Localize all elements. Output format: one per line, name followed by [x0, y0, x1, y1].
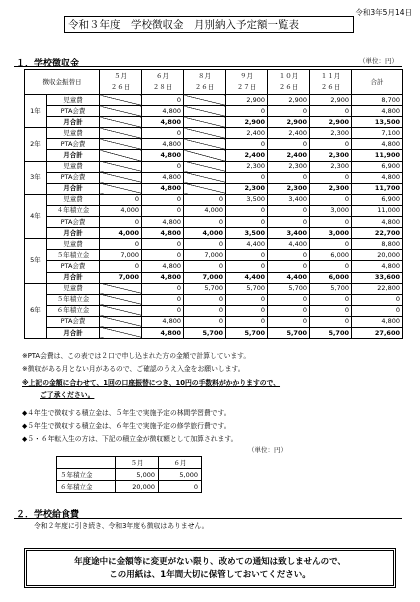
table-row	[25, 272, 403, 283]
amount-cell: 0	[310, 316, 352, 327]
amount-cell	[184, 117, 226, 128]
amount-cell: 0	[142, 128, 184, 139]
amount-cell	[100, 117, 142, 128]
amount-cell	[184, 161, 226, 172]
small-header-blank	[57, 457, 116, 469]
amount-cell	[100, 327, 142, 338]
amount-cell: 0	[268, 205, 310, 216]
amount-cell: 0	[142, 161, 184, 172]
amount-cell: 4,800	[142, 272, 184, 283]
amount-cell: 0	[226, 139, 268, 150]
amount-cell: 0	[310, 294, 352, 305]
amount-cell: 0	[310, 106, 352, 117]
total-cell: 4,800	[352, 316, 403, 327]
amount-cell: 0	[268, 316, 310, 327]
amount-cell: 3,400	[268, 228, 310, 239]
small-cell: 0	[159, 481, 202, 493]
amount-cell: 4,400	[268, 239, 310, 250]
amount-cell: 4,800	[142, 228, 184, 239]
amount-cell: 0	[268, 106, 310, 117]
category-label: PTA会費	[47, 106, 100, 117]
amount-cell: 3,400	[268, 194, 310, 205]
amount-cell: 0	[310, 172, 352, 183]
amount-cell	[184, 172, 226, 183]
category-label: 月合計	[47, 272, 100, 283]
amount-cell: 0	[310, 139, 352, 150]
amount-cell: 4,800	[142, 316, 184, 327]
total-cell: 27,600	[352, 327, 403, 338]
amount-cell: 0	[310, 261, 352, 272]
amount-cell: 2,900	[268, 117, 310, 128]
header-total: 合計	[352, 70, 403, 95]
small-cell: 20,000	[116, 481, 159, 493]
category-label: 月合計	[47, 327, 100, 338]
total-cell: 33,600	[352, 272, 403, 283]
amount-cell: 5,700	[310, 283, 352, 294]
category-label: PTA会費	[47, 172, 100, 183]
header-month: ８月 ２６日	[184, 70, 226, 95]
amount-cell	[100, 283, 142, 294]
transfer-savings-table	[56, 456, 202, 493]
notice-line1: 年度途中に金額等に変更がない限り、改めての通知は致しませんので、	[74, 557, 346, 567]
amount-cell: 0	[100, 261, 142, 272]
total-cell: 13,500	[352, 117, 403, 128]
small-header-june: ６月	[159, 457, 202, 469]
amount-cell: 0	[142, 95, 184, 106]
table-row	[25, 205, 403, 216]
amount-cell: 5,700	[184, 283, 226, 294]
amount-cell: 4,800	[142, 150, 184, 161]
table-row	[25, 172, 403, 183]
table-row	[25, 305, 403, 316]
amount-cell: 5,700	[268, 283, 310, 294]
amount-cell: 4,800	[142, 172, 184, 183]
grade-label: 2年	[25, 128, 47, 161]
amount-cell: 0	[142, 294, 184, 305]
amount-cell: 0	[310, 239, 352, 250]
small-table-unit: （単位：円）	[248, 446, 287, 454]
table-row	[25, 150, 403, 161]
category-label: 児童費	[47, 283, 100, 294]
amount-cell: 0	[268, 172, 310, 183]
amount-cell: 2,400	[226, 128, 268, 139]
amount-cell: 0	[142, 250, 184, 261]
amount-cell: 0	[142, 239, 184, 250]
amount-cell: 0	[100, 217, 142, 228]
amount-cell	[100, 95, 142, 106]
amount-cell: 4,000	[184, 205, 226, 216]
total-cell: 11,900	[352, 150, 403, 161]
amount-cell	[100, 305, 142, 316]
total-cell: 22,800	[352, 283, 403, 294]
unit-label: （単位：円）	[359, 57, 398, 65]
amount-cell: 2,900	[310, 117, 352, 128]
amount-cell: 2,400	[268, 128, 310, 139]
total-cell: 11,000	[352, 205, 403, 216]
total-cell: 4,800	[352, 139, 403, 150]
table-row	[25, 128, 403, 139]
amount-cell: 0	[310, 217, 352, 228]
amount-cell	[184, 95, 226, 106]
grade-label: 5年	[25, 239, 47, 283]
total-cell: 8,800	[352, 239, 403, 250]
amount-cell: 0	[184, 316, 226, 327]
table-row	[25, 228, 403, 239]
amount-cell: 0	[184, 239, 226, 250]
small-row-label: ６年積立金	[57, 481, 116, 493]
notice-box	[24, 548, 396, 588]
amount-cell: 4,800	[142, 327, 184, 338]
total-cell: 0	[352, 294, 403, 305]
amount-cell: 0	[184, 261, 226, 272]
total-cell: 4,800	[352, 261, 403, 272]
section2-rule	[14, 518, 402, 519]
amount-cell: 3,000	[310, 228, 352, 239]
amount-cell: 2,900	[226, 95, 268, 106]
amount-cell: 0	[226, 250, 268, 261]
amount-cell: 4,000	[100, 228, 142, 239]
note-fee: ※上記の金額に合わせて、1回の口座振替につき、10円の手数料がかかりますので、	[22, 379, 281, 387]
amount-cell: 2,400	[226, 150, 268, 161]
note-pta: ※PTA会費は、この表では２口で申し込まれた方の金額で計算しています。	[22, 352, 251, 360]
small-cell: 5,000	[159, 469, 202, 481]
category-label: 児童費	[47, 128, 100, 139]
category-label: ５年積立金	[47, 250, 100, 261]
small-cell: 5,000	[116, 469, 159, 481]
amount-cell: 0	[226, 316, 268, 327]
amount-cell: 0	[226, 305, 268, 316]
small-row-label: ５年積立金	[57, 469, 116, 481]
total-cell: 20,000	[352, 250, 403, 261]
amount-cell	[184, 106, 226, 117]
note-fee-cont: ご了承ください。	[40, 391, 95, 399]
category-label: 月合計	[47, 183, 100, 194]
table-row	[25, 283, 403, 294]
total-cell: 11,700	[352, 183, 403, 194]
category-label: PTA会費	[47, 139, 100, 150]
amount-cell: 2,300	[226, 183, 268, 194]
amount-cell: 3,500	[226, 228, 268, 239]
header-month: １０月 ２６日	[268, 70, 310, 95]
total-cell: 4,800	[352, 217, 403, 228]
table-row	[25, 239, 403, 250]
total-cell: 22,700	[352, 228, 403, 239]
amount-cell: 0	[268, 261, 310, 272]
amount-cell: 2,300	[268, 161, 310, 172]
notice-line2: この用紙は、1年間大切に保管しておいてください。	[109, 570, 311, 580]
amount-cell: 4,400	[226, 239, 268, 250]
amount-cell: 6,000	[310, 250, 352, 261]
table-row	[25, 95, 403, 106]
table-row	[25, 327, 403, 338]
amount-cell: 7,000	[100, 250, 142, 261]
amount-cell: 0	[226, 261, 268, 272]
header-month: １１月 ２６日	[310, 70, 352, 95]
total-cell: 4,800	[352, 172, 403, 183]
amount-cell: 0	[268, 250, 310, 261]
table-row	[25, 261, 403, 272]
amount-cell	[100, 106, 142, 117]
amount-cell: 4,400	[226, 272, 268, 283]
table-row	[25, 106, 403, 117]
category-label: 児童費	[47, 239, 100, 250]
amount-cell: 0	[184, 305, 226, 316]
grade-label: 3年	[25, 161, 47, 194]
total-cell: 4,800	[352, 106, 403, 117]
total-cell: 8,700	[352, 95, 403, 106]
amount-cell: 0	[100, 239, 142, 250]
small-header-may: ５月	[116, 457, 159, 469]
document-title: 令和３年度 学校徴収金 月別納入予定額一覧表	[64, 16, 354, 33]
amount-cell: 5,700	[226, 283, 268, 294]
amount-cell: 4,800	[142, 117, 184, 128]
amount-cell: 0	[226, 106, 268, 117]
amount-cell: 0	[268, 217, 310, 228]
table-row	[25, 161, 403, 172]
table-row	[25, 194, 403, 205]
grade-label: 4年	[25, 194, 47, 238]
amount-cell: 0	[310, 305, 352, 316]
amount-cell: 4,800	[142, 261, 184, 272]
amount-cell: 7,000	[184, 272, 226, 283]
table-row	[25, 316, 403, 327]
amount-cell: 2,300	[310, 183, 352, 194]
amount-cell: 0	[226, 172, 268, 183]
amount-cell: 2,300	[310, 150, 352, 161]
amount-cell: 3,000	[310, 205, 352, 216]
category-label: ６年積立金	[47, 305, 100, 316]
amount-cell: 0	[226, 294, 268, 305]
amount-cell: 4,400	[268, 272, 310, 283]
amount-cell: 0	[184, 217, 226, 228]
amount-cell: 2,300	[268, 183, 310, 194]
section2-text: 令和２年度に引き続き、令和3年度も徴収はありません。	[34, 522, 209, 530]
amount-cell: 5,700	[184, 327, 226, 338]
amount-cell: 7,000	[100, 272, 142, 283]
amount-cell: 4,800	[142, 139, 184, 150]
amount-cell	[184, 139, 226, 150]
amount-cell: 0	[268, 305, 310, 316]
category-label: 児童費	[47, 161, 100, 172]
amount-cell: 2,900	[226, 117, 268, 128]
amount-cell	[184, 150, 226, 161]
amount-cell: 5,700	[268, 327, 310, 338]
amount-cell	[100, 139, 142, 150]
amount-cell: 0	[310, 194, 352, 205]
header-month: ９月 ２７日	[226, 70, 268, 95]
note-grade4: ◆４年生で徴収する積立金は、５年生で実施予定の林間学習費です。	[22, 409, 231, 417]
amount-cell: 0	[142, 194, 184, 205]
amount-cell: 2,300	[310, 161, 352, 172]
amount-cell: 6,000	[310, 272, 352, 283]
amount-cell	[100, 161, 142, 172]
section1-heading: １．学校徴収金	[16, 59, 80, 69]
amount-cell: 0	[142, 205, 184, 216]
total-cell: 0	[352, 305, 403, 316]
note-confirm: ※徴収がある月とない月があるので、ご確認のうえ入金をお願いします。	[22, 365, 245, 373]
total-cell: 6,900	[352, 194, 403, 205]
section2-heading: ２．学校給食費	[16, 510, 80, 520]
amount-cell	[184, 128, 226, 139]
amount-cell: 0	[142, 283, 184, 294]
category-label: ４年積立金	[47, 205, 100, 216]
amount-cell: 5,700	[310, 327, 352, 338]
total-cell: 6,900	[352, 161, 403, 172]
category-label: 児童費	[47, 95, 100, 106]
collection-table	[24, 69, 403, 339]
category-label: PTA会費	[47, 261, 100, 272]
table-row	[25, 139, 403, 150]
amount-cell: 0	[184, 294, 226, 305]
amount-cell: 0	[184, 194, 226, 205]
grade-label: 6年	[25, 283, 47, 338]
note-transfer: ◆５・６年転入生の方は、下記の積立金が徴収額として加算されます。	[22, 435, 238, 443]
amount-cell: 4,800	[142, 183, 184, 194]
category-label: 月合計	[47, 228, 100, 239]
amount-cell	[100, 150, 142, 161]
amount-cell: 0	[226, 217, 268, 228]
amount-cell: 0	[100, 194, 142, 205]
amount-cell: 0	[268, 139, 310, 150]
header-month: ５月 ２６日	[100, 70, 142, 95]
amount-cell: 2,300	[226, 161, 268, 172]
amount-cell: 0	[226, 205, 268, 216]
category-label: 月合計	[47, 117, 100, 128]
amount-cell: 2,300	[310, 128, 352, 139]
document-date: 令和3年5月14日	[355, 8, 412, 17]
amount-cell	[100, 128, 142, 139]
table-row	[25, 117, 403, 128]
amount-cell: 0	[142, 305, 184, 316]
grade-label: 1年	[25, 95, 47, 128]
amount-cell: 4,800	[142, 106, 184, 117]
header-month: ６月 ２８日	[142, 70, 184, 95]
table-row	[25, 183, 403, 194]
amount-cell: 2,900	[268, 95, 310, 106]
amount-cell: 0	[268, 294, 310, 305]
category-label: PTA会費	[47, 316, 100, 327]
table-row	[25, 294, 403, 305]
section1-rule	[14, 66, 402, 67]
amount-cell	[100, 172, 142, 183]
amount-cell: 2,400	[268, 150, 310, 161]
amount-cell	[100, 316, 142, 327]
amount-cell	[100, 294, 142, 305]
header-transfer-date: 徴収金振替日	[25, 70, 100, 95]
category-label: PTA会費	[47, 217, 100, 228]
category-label: 児童費	[47, 194, 100, 205]
category-label: ５年積立金	[47, 294, 100, 305]
table-row	[25, 217, 403, 228]
amount-cell	[100, 183, 142, 194]
total-cell: 7,100	[352, 128, 403, 139]
category-label: 月合計	[47, 150, 100, 161]
amount-cell	[184, 183, 226, 194]
table-row	[25, 250, 403, 261]
amount-cell: 2,900	[310, 95, 352, 106]
note-grade5: ◆５年生で徴収する積立金は、６年生で実施予定の修学旅行費です。	[22, 422, 231, 430]
amount-cell: 5,700	[226, 327, 268, 338]
amount-cell: 4,000	[100, 205, 142, 216]
amount-cell: 3,500	[226, 194, 268, 205]
amount-cell: 4,800	[142, 217, 184, 228]
amount-cell: 4,000	[184, 228, 226, 239]
amount-cell: 7,000	[184, 250, 226, 261]
